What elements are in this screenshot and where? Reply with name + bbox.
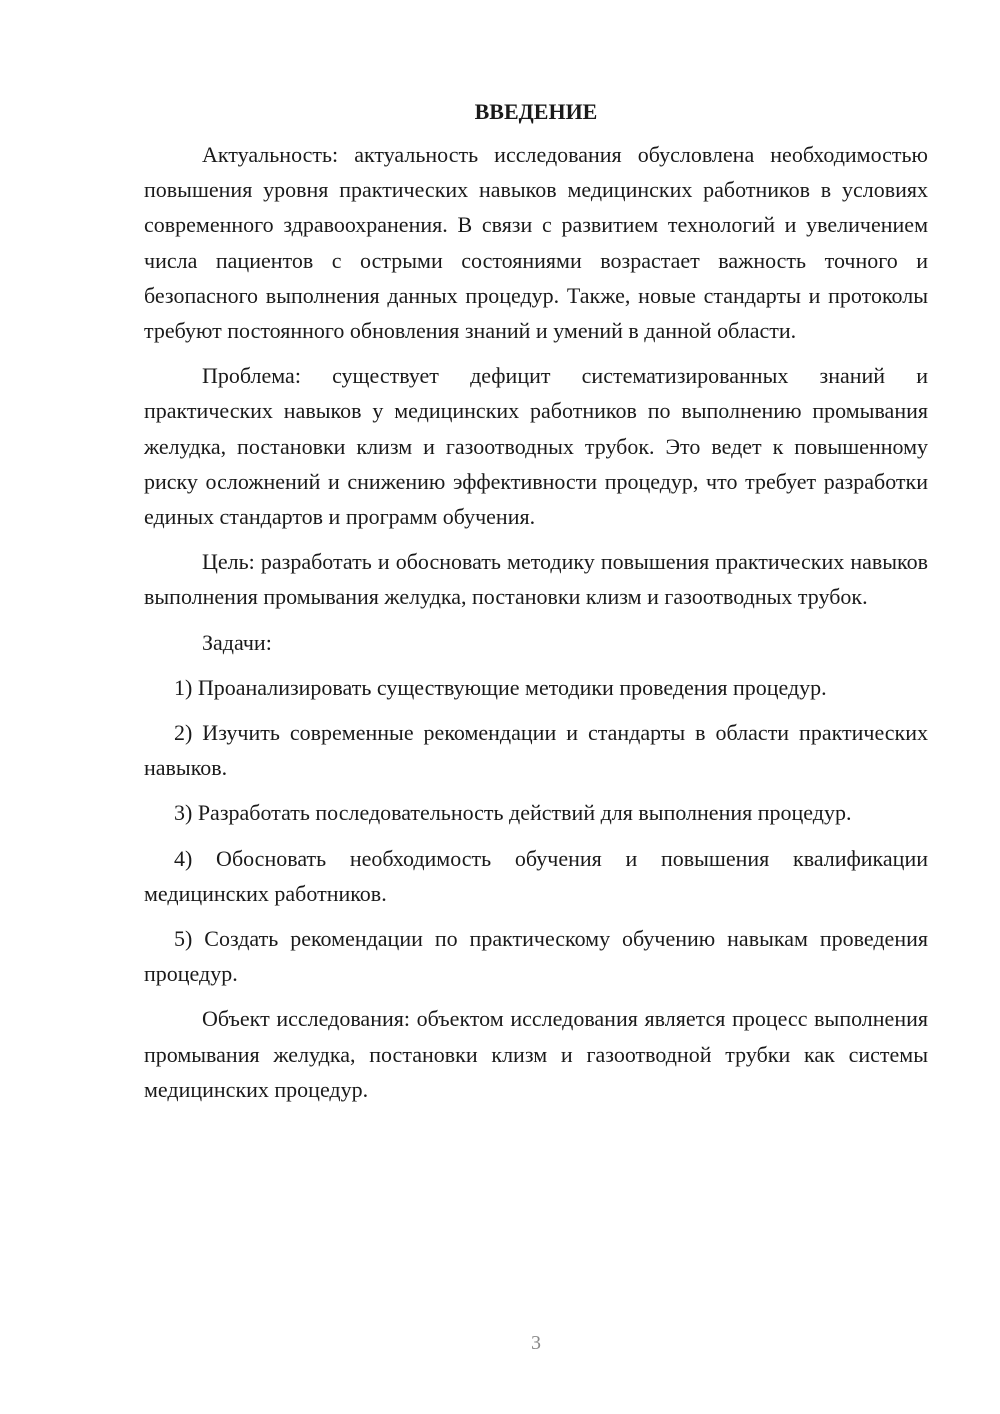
paragraph-object: Объект исследования: объектом исследования является процесс выполнения промывания желудка, постановки клизм и газоотводной трубки как системы медицинских процедур. <box>144 1006 928 1102</box>
page-number: 3 <box>531 1332 541 1354</box>
paragraph-problem: Проблема: существует дефицит систематизированных знаний и практических навыков у медицинских работников по выполнению промывания желудка, постановки клизм и газоотводных трубок. Это ведет к повышенному риску осложнений и снижению эффективности процедур, что требует разработки единых стандартов и программ обучения. <box>144 363 928 530</box>
tasks-label: Задачи: <box>202 629 272 655</box>
paragraph-relevance: Актуальность: актуальность исследования обусловлена необходимостью повышения уровня практических навыков медицинских работников в условиях современного здравоохранения. В связи с развитием технологий и увеличением числа пациентов с острыми состояниями возрастает важность точного и безопасного выполнения данных процедур. Также, новые стандарты и протоколы требуют постоянного обновления знаний и умений в данной области. <box>144 142 928 344</box>
task-item: 1) Проанализировать существующие методики проведения процедур. <box>174 674 827 700</box>
section-heading: ВВЕДЕНИЕ <box>474 99 598 124</box>
page-content <box>144 94 928 1117</box>
task-item: 2) Изучить современные рекомендации и стандарты в области практических навыков. <box>144 720 928 781</box>
task-item: 5) Создать рекомендации по практическому обучению навыкам проведения процедур. <box>144 926 928 987</box>
task-item: 3) Разработать последовательность действий для выполнения процедур. <box>174 800 852 826</box>
paragraph-goal: Цель: разработать и обосновать методику повышения практических навыков выполнения промывания желудка, постановки клизм и газоотводных трубок. <box>144 549 928 610</box>
task-item: 4) Обосновать необходимость обучения и повышения квалификации медицинских работников. <box>144 845 928 906</box>
